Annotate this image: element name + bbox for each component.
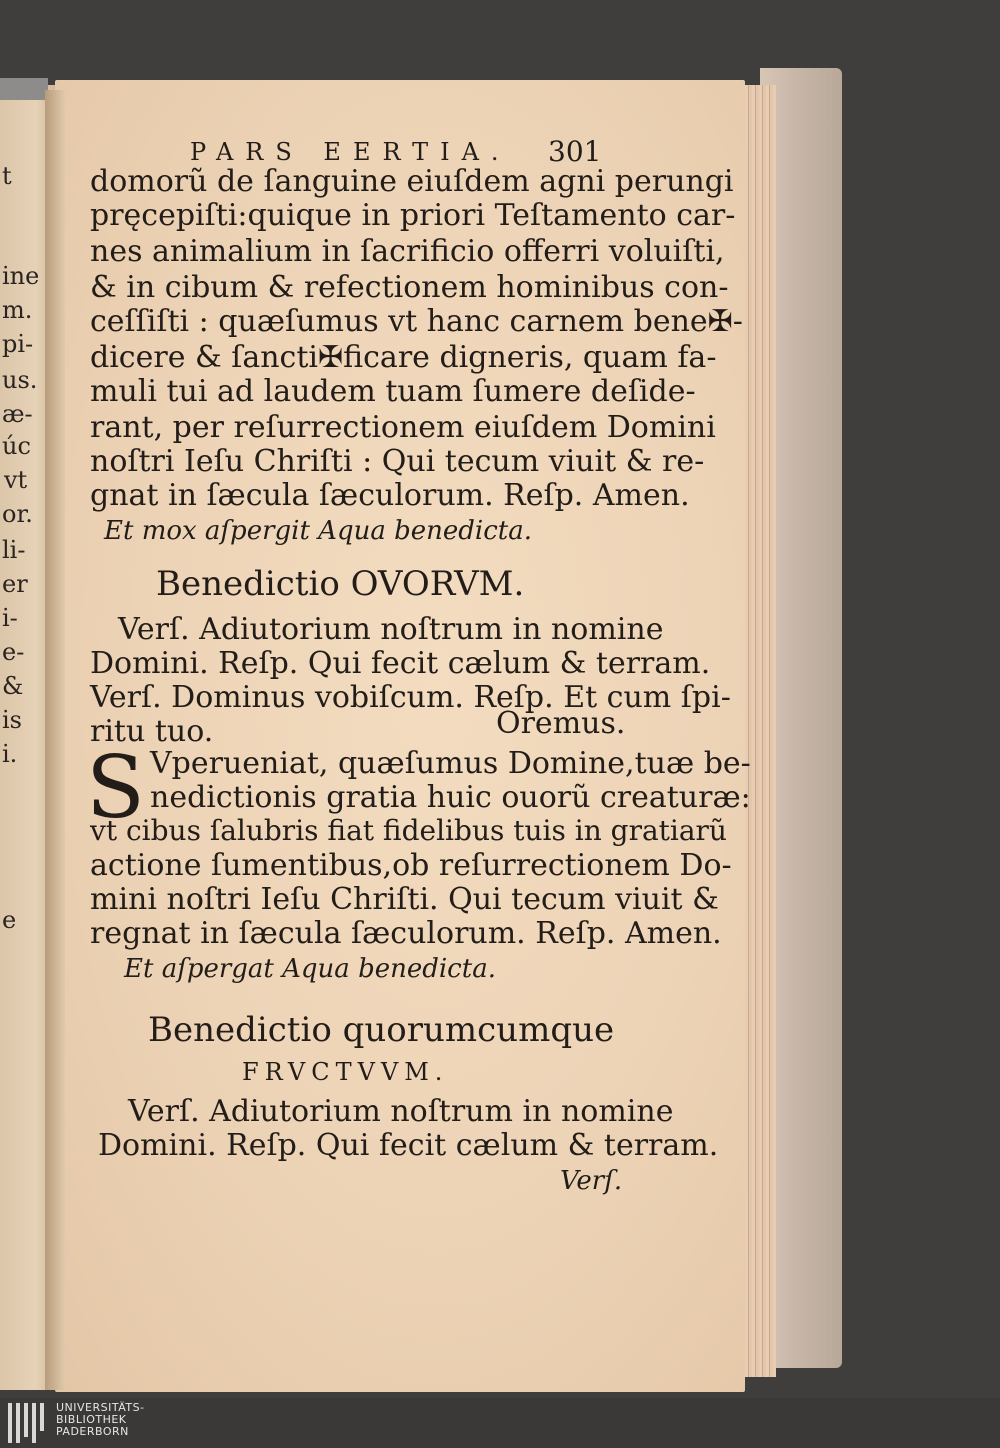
left-margin-fragment: er xyxy=(2,570,28,598)
library-name-line: PADERBORN xyxy=(56,1425,129,1438)
section-title: Benedictio OVORVM. xyxy=(156,564,525,604)
body-line: pręcepiſti:quique in priori Teſtamento car- xyxy=(90,198,736,233)
left-margin-fragment: or. xyxy=(2,500,33,528)
left-margin-fragment: e- xyxy=(2,638,25,666)
body-line: rant, per reſurrectionem eiuſdem Domini xyxy=(90,410,716,445)
body-line: nedictionis gratia huic ouorũ creaturæ: xyxy=(150,780,751,815)
section-title: Benedictio quorumcumque xyxy=(148,1010,615,1050)
body-line: Vperueniat, quæſumus Domine,tuæ be- xyxy=(150,746,751,781)
library-name-line: BIBLIOTHEK xyxy=(56,1413,127,1426)
left-margin-fragment: i. xyxy=(2,740,18,768)
page-number: 301 xyxy=(548,135,602,168)
body-line: domorũ de ſanguine eiuſdem agni perungi xyxy=(90,164,734,199)
body-line: ritu tuo. xyxy=(90,714,214,749)
catchword: Verſ. xyxy=(560,1166,623,1196)
body-line: noſtri Ieſu Chriſti : Qui tecum viuit & re- xyxy=(90,444,705,479)
body-line: Verſ. Adiutorium noſtrum in nomine xyxy=(118,612,664,647)
left-margin-fragment: pi- xyxy=(2,330,34,358)
left-margin-fragment: us. xyxy=(2,366,38,394)
library-name-line: UNIVERSITÄTS- xyxy=(56,1401,145,1414)
left-margin-fragment: m. xyxy=(2,296,33,324)
left-margin-fragment: e xyxy=(2,906,17,934)
drop-cap: S xyxy=(86,738,145,838)
body-line: muli tui ad laudem tuam ſumere deſide- xyxy=(90,374,696,409)
body-line: nes animalium in ſacrificio offerri voluiſti, xyxy=(90,234,725,269)
body-line: actione ſumentibus,ob reſurrectionem Do- xyxy=(90,848,732,883)
body-line: Verſ. Adiutorium noſtrum in nomine xyxy=(128,1094,674,1129)
oremus: Oremus. xyxy=(496,706,626,741)
left-page-top-edge xyxy=(0,78,48,100)
rubric: Et mox aſpergit Aqua benedicta. xyxy=(104,516,533,546)
body-line: mini noſtri Ieſu Chriſti. Qui tecum viuit & xyxy=(90,882,719,917)
left-margin-fragment: æ- xyxy=(2,400,33,428)
left-margin-fragment: ine xyxy=(2,262,40,290)
body-line: gnat in ſæcula ſæculorum. Reſp. Amen. xyxy=(90,478,690,513)
left-margin-fragment: vt xyxy=(4,466,28,494)
left-margin-fragment: úc xyxy=(2,432,31,460)
left-margin-fragment: i- xyxy=(2,604,18,632)
rubric: Et aſpergat Aqua benedicta. xyxy=(124,954,496,984)
left-margin-fragment: & xyxy=(2,672,24,700)
book-gutter xyxy=(45,90,65,1390)
body-line: dicere & ſancti✠ficare digneris, quam fa- xyxy=(90,340,717,375)
body-line: regnat in ſæcula ſæculorum. Reſp. Amen. xyxy=(90,916,722,951)
section-subtitle: FRVCTVVM. xyxy=(242,1058,449,1086)
body-line: ceſſiſti : quæſumus vt hanc carnem bene✠- xyxy=(90,304,743,339)
body-line: vt cibus ſalubris fiat fidelibus tuis in gratiarũ xyxy=(90,814,727,847)
footer-bar xyxy=(0,1398,1000,1448)
body-line: Domini. Reſp. Qui fecit cælum & terram. xyxy=(90,646,711,681)
running-title: PARS EERTIA. xyxy=(190,138,511,166)
body-line: & in cibum & refectionem hominibus con- xyxy=(90,270,729,305)
body-line: Domini. Reſp. Qui fecit cælum & terram. xyxy=(98,1128,719,1163)
library-logo-icon xyxy=(8,1403,48,1443)
left-margin-fragment: t xyxy=(2,162,12,190)
left-margin-fragment: is xyxy=(2,706,22,734)
body-line: Verſ. Dominus vobiſcum. Reſp. Et cum ſpi- xyxy=(90,680,731,715)
left-margin-fragment: li- xyxy=(2,536,26,564)
